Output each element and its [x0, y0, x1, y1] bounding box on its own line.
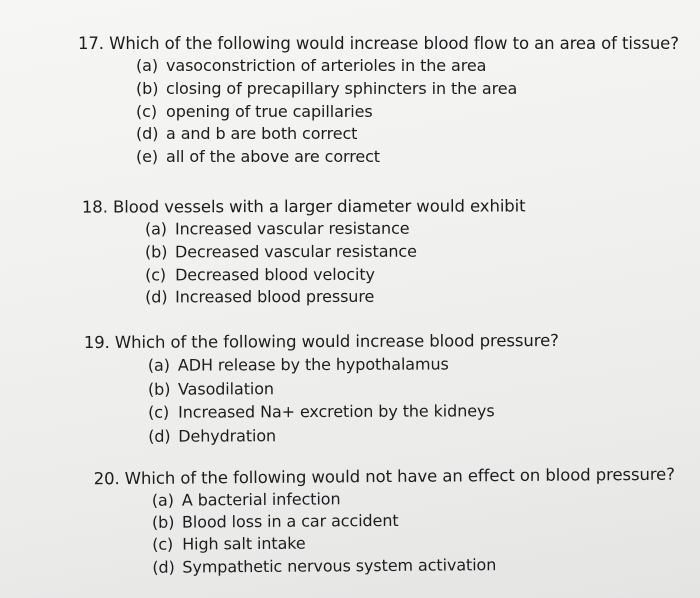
- question-number: 17.: [78, 34, 104, 53]
- option-text: High salt intake: [182, 534, 306, 554]
- option-a: [145, 217, 526, 241]
- option-a: [148, 352, 559, 377]
- option-b: [136, 78, 679, 101]
- question-stem: [84, 330, 559, 354]
- option-c: [136, 101, 679, 124]
- question-19: [84, 330, 559, 448]
- option-letter: (d): [148, 426, 171, 446]
- option-text: Blood loss in a car accident: [181, 511, 399, 532]
- option-d: [148, 423, 559, 448]
- option-text: A bacterial infection: [181, 489, 341, 510]
- option-text: vasoconstriction of arterioles in the area: [166, 56, 487, 75]
- question-text: Blood vessels with a larger diameter would exhibit: [112, 196, 526, 217]
- option-letter: (c): [152, 535, 174, 555]
- option-letter: (a): [151, 490, 174, 510]
- option-letter: (a): [136, 56, 158, 75]
- option-letter: (d): [152, 557, 175, 577]
- option-text: Increased blood pressure: [175, 287, 375, 307]
- option-text: Dehydration: [178, 425, 277, 446]
- question-stem: [82, 195, 526, 218]
- option-letter: (c): [145, 264, 167, 285]
- question-number: 19.: [83, 332, 110, 353]
- option-text: ADH release by the hypothalamus: [177, 354, 449, 375]
- option-c: [145, 263, 526, 287]
- option-letter: (a): [147, 355, 170, 375]
- option-d: [145, 286, 526, 310]
- option-letter: (b): [151, 512, 175, 533]
- answer-options: [148, 352, 559, 448]
- option-letter: (d): [145, 287, 168, 307]
- option-letter: (a): [144, 219, 167, 239]
- question-18: [82, 195, 526, 309]
- option-b: [148, 376, 559, 401]
- option-letter: (d): [136, 124, 159, 144]
- question-text: Which of the following would not have an effect on blood pressure?: [124, 464, 675, 489]
- question-text: Which of the following would increase blood pressure?: [114, 330, 559, 352]
- question-stem: [94, 464, 675, 491]
- option-text: closing of precapillary sphincters in the area: [166, 78, 518, 98]
- option-a: [136, 55, 679, 78]
- option-text: Increased Na+ excretion by the kidneys: [178, 401, 495, 422]
- option-text: Sympathetic nervous system activation: [182, 554, 497, 577]
- option-letter: (c): [136, 101, 157, 121]
- option-letter: (b): [136, 78, 159, 98]
- option-letter: (c): [148, 402, 170, 422]
- answer-options: [136, 55, 679, 169]
- question-20: [94, 464, 676, 579]
- question-17: [78, 33, 679, 169]
- option-text: Decreased vascular resistance: [174, 241, 417, 262]
- option-d: [152, 552, 675, 578]
- option-text: all of the above are correct: [166, 147, 380, 167]
- question-number: 20.: [93, 469, 120, 489]
- option-letter: (b): [147, 379, 171, 399]
- option-e: [136, 146, 679, 169]
- option-text: a and b are both correct: [166, 124, 358, 144]
- option-c: [148, 399, 559, 424]
- option-text: Vasodilation: [177, 378, 274, 399]
- question-text: Which of the following would increase blood flow to an area of tissue?: [109, 34, 679, 53]
- option-text: Increased vascular resistance: [174, 218, 410, 239]
- option-d: [136, 123, 679, 146]
- option-text: opening of true capillaries: [166, 101, 373, 121]
- answer-options: [152, 486, 676, 579]
- option-letter: (e): [136, 147, 159, 167]
- answer-options: [145, 217, 526, 309]
- option-b: [145, 240, 526, 264]
- option-text: Decreased blood velocity: [175, 264, 375, 284]
- question-number: 18.: [81, 197, 108, 217]
- option-letter: (b): [144, 242, 168, 262]
- question-stem: [78, 33, 679, 55]
